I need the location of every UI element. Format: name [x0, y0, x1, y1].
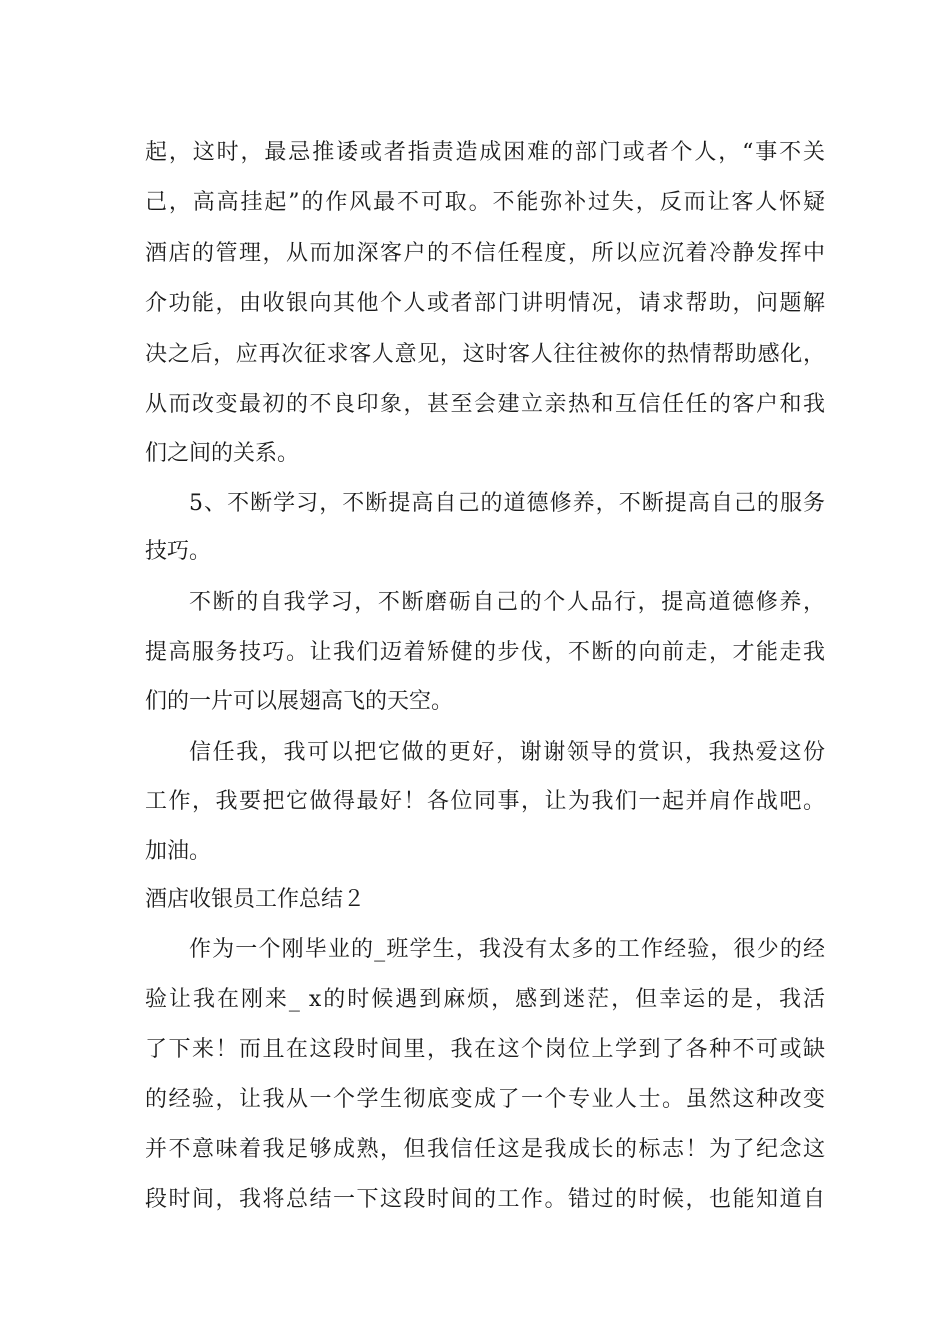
document-title: 酒店收银员工作总结２	[145, 887, 366, 912]
section-heading-line: 5、不断学习，不断提高自己的道德修养，不断提高自己的服务	[189, 491, 825, 516]
text-line: 验让我在刚来_ x的时候遇到麻烦，感到迷茫，但幸运的是，我活	[145, 987, 825, 1012]
text-line: 们的一片可以展翅高飞的天空。	[145, 689, 454, 714]
text-line: 己，高高挂起”的作风最不可取。不能弥补过失，反而让客人怀疑	[145, 190, 825, 215]
text-line: 们之间的关系。	[145, 441, 300, 466]
text-line: 决之后，应再次征求客人意见，这时客人往往被你的热情帮助感化，	[145, 342, 825, 367]
text-line: 了下来！而且在这段时间里，我在这个岗位上学到了各种不可或缺	[145, 1037, 825, 1062]
text-line: 的经验，让我从一个学生彻底变成了一个专业人士。虽然这种改变	[145, 1087, 825, 1112]
text-line: 段时间，我将总结一下这段时间的工作。错过的时候，也能知道自	[145, 1187, 825, 1212]
text-line: 不断的自我学习，不断磨砺自己的个人品行，提高道德修养，	[189, 590, 825, 615]
text-line: 介功能，由收银向其他个人或者部门讲明情况，请求帮助，问题解	[145, 291, 825, 316]
text-line: 从而改变最初的不良印象，甚至会建立亲热和互信任任的客户和我	[145, 392, 825, 417]
text-line: 作为一个刚毕业的_班学生，我没有太多的工作经验，很少的经	[189, 937, 825, 962]
text-line: 起，这时，最忌推诿或者指责造成困难的部门或者个人，“事不关	[145, 140, 825, 165]
text-line: 加油。	[145, 839, 212, 864]
text-line: 信任我，我可以把它做的更好，谢谢领导的赏识，我热爱这份	[189, 740, 825, 765]
text-line: 并不意味着我足够成熟，但我信任这是我成长的标志！为了纪念这	[145, 1137, 825, 1162]
text-line: 工作，我要把它做得最好！各位同事，让为我们一起并肩作战吧。	[145, 789, 825, 814]
section-heading-line: 技巧。	[145, 539, 212, 564]
text-line: 提高服务技巧。让我们迈着矫健的步伐，不断的向前走，才能走我	[145, 640, 825, 665]
text-line: 酒店的管理，从而加深客户的不信任程度，所以应沉着冷静发挥中	[145, 241, 825, 266]
